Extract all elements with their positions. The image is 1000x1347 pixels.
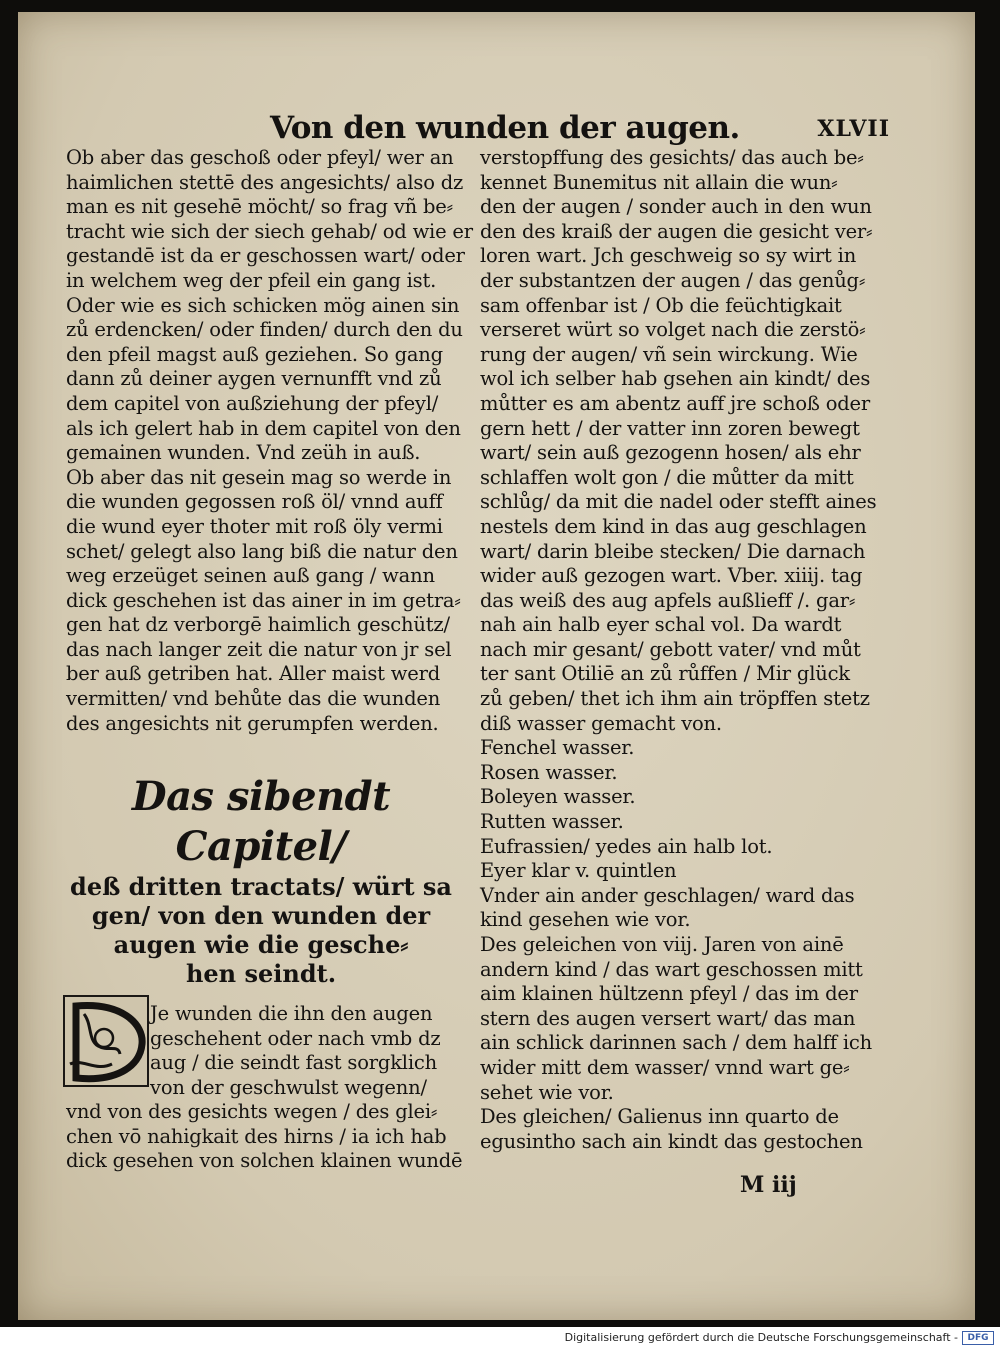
text-line: aim klainen hültzenn pfeyl / das im der xyxy=(480,982,858,1006)
text-line: man es nit gesehē möcht/ so frag vñ be⸗ xyxy=(66,195,453,219)
chapter-title: Das sibendt Capitel/ xyxy=(131,773,391,870)
running-header xyxy=(270,110,890,150)
decorated-initial-d-icon xyxy=(62,994,150,1088)
text-line: egusintho sach ain kindt das gestochen xyxy=(480,1129,863,1153)
text-line: aug / die seindt fast sorgklich xyxy=(150,1051,437,1075)
text-line: zů erdencken/ oder finden/ durch den du xyxy=(66,318,463,342)
text-line: von der geschwulst wegenn/ xyxy=(150,1075,427,1099)
signature-mark: M iij xyxy=(740,1172,797,1198)
text-line: Eufrassien/ yedes ain halb lot. xyxy=(480,834,773,858)
text-line: dick gesehen von solchen klainen wundē xyxy=(66,1149,463,1173)
text-line: Ob aber das nit gesein mag so werde in xyxy=(66,465,452,489)
text-line: rung der augen/ vñ sein wirckung. Wie xyxy=(480,342,858,366)
text-line: als ich gelert hab in dem capitel von den xyxy=(66,416,461,440)
text-line: wider auß gezogen wart. Vber. xiiij. tag xyxy=(480,564,863,588)
text-line: Ob aber das geschoß oder pfeyl/ wer an xyxy=(66,146,454,169)
text-line: tracht wie sich der siech gehab/ od wie er xyxy=(66,219,473,243)
text-line: des angesichts nit gerumpfen werden. xyxy=(66,711,439,735)
text-line: zů geben/ thet ich ihm ain tröpffen stetz xyxy=(480,687,870,711)
text-line: den des kraiß der augen die gesicht ver⸗ xyxy=(480,219,873,243)
text-line: in welchem weg der pfeil ein gang ist. xyxy=(66,268,437,292)
text-line: haimlichen stettē des angesichts/ also dz xyxy=(66,170,464,194)
text-line: den pfeil magst auß geziehen. So gang xyxy=(66,342,443,366)
text-line: dem capitel von außziehung der pfeyl/ xyxy=(66,391,439,415)
text-line: verstopffung des gesichts/ das auch be⸗ xyxy=(480,146,864,169)
text-line: diß wasser gemacht von. xyxy=(480,711,722,735)
text-line: nah ain halb eyer schal vol. Da wardt xyxy=(480,613,842,637)
text-line: Fenchel wasser. xyxy=(480,736,635,760)
text-line: sehet wie vor. xyxy=(480,1080,614,1104)
text-line: den der augen / sonder auch in den wun xyxy=(480,195,872,219)
text-line: andern kind / das wart geschossen mitt xyxy=(480,957,863,981)
dfg-logo-icon: DFG xyxy=(962,1331,994,1345)
text-line: das weiß des aug apfels außlieff /. gar⸗ xyxy=(480,588,856,612)
text-line: schet/ gelegt also lang biß die natur den xyxy=(66,539,458,563)
text-line: wider mitt dem wasser/ vnnd wart ge⸗ xyxy=(480,1055,850,1079)
text-line: nach mir gesant/ gebott vater/ vnd můt xyxy=(480,637,861,661)
chapter-body-indented xyxy=(150,1002,470,1100)
text-line: sam offenbar ist / Ob die feüchtigkait xyxy=(480,293,842,317)
footer-credit: Digitalisierung gefördert durch die Deutsche Forschungsgemeinschaft - xyxy=(564,1331,958,1344)
text-line: kind gesehen wie vor. xyxy=(480,908,691,932)
left-column-text xyxy=(66,146,473,736)
text-line: die wunden gegossen roß öl/ vnnd auff xyxy=(66,490,443,514)
chapter-subtitle xyxy=(66,872,456,988)
text-line: wart/ darin bleibe stecken/ Die darnach xyxy=(480,539,866,563)
text-line: ber auß getriben hat. Aller maist werd xyxy=(66,662,441,686)
chapter-subtitle-line: augen wie die gesche⸗ xyxy=(113,930,409,959)
text-line: Des geleichen von viij. Jaren von ainē xyxy=(480,933,844,956)
chapter-body-full xyxy=(66,1100,466,1174)
text-line: vnd von des gesichts wegen / des glei⸗ xyxy=(66,1100,438,1123)
text-line: Des gleichen/ Galienus inn quarto de xyxy=(480,1105,839,1129)
text-line: der substantzen der augen / das genůg⸗ xyxy=(480,268,866,292)
running-title: Von den wunden der augen. xyxy=(270,110,740,146)
text-line: dann zů deiner aygen vernunfft vnd zů xyxy=(66,367,442,391)
folio-number: XLVII xyxy=(817,116,890,142)
text-line: ter sant Otiliē an zů růffen / Mir glück xyxy=(480,662,850,686)
text-line: Boleyen wasser. xyxy=(480,785,636,809)
right-column-text xyxy=(480,146,880,1154)
text-line: loren wart. Jch geschweig so sy wirt in xyxy=(480,244,857,268)
text-line: die wund eyer thoter mit roß öly vermi xyxy=(66,514,443,538)
text-line: nestels dem kind in das aug geschlagen xyxy=(480,514,867,538)
text-line: gemainen wunden. Vnd zeüh in auß. xyxy=(66,441,421,465)
text-line: Eyer klar v. quintlen xyxy=(480,859,677,883)
text-line: weg erzeüget seinen auß gang / wann xyxy=(66,564,435,588)
text-line: dick geschehen ist das ainer in im getra⸗ xyxy=(66,588,461,612)
text-line: stern des augen versert wart/ das man xyxy=(480,1006,856,1030)
text-line: wol ich selber hab gsehen ain kindt/ des xyxy=(480,367,871,391)
text-line: chen vō nahigkait des hirns / ia ich hab xyxy=(66,1124,447,1148)
text-line: Rutten wasser. xyxy=(480,810,624,834)
chapter-heading xyxy=(66,772,456,988)
chapter-subtitle-line: gen/ von den wunden der xyxy=(91,901,431,930)
text-line: ain schlick darinnen sach / dem halff ich xyxy=(480,1031,872,1055)
text-line: Rosen wasser. xyxy=(480,760,618,784)
text-line: Vnder ain ander geschlagen/ ward das xyxy=(480,883,855,907)
text-line: Je wunden die ihn den augen xyxy=(150,1002,433,1025)
text-line: verseret würt so volget nach die zerstö⸗ xyxy=(480,318,866,342)
text-line: Oder wie es sich schicken mög ainen sin xyxy=(66,293,460,317)
text-line: gen hat dz verborgē haimlich geschütz/ xyxy=(66,613,450,637)
text-line: wart/ sein auß gezogenn hosen/ als ehr xyxy=(480,441,861,465)
chapter-subtitle-line: deß dritten tractats/ würt sa xyxy=(70,872,452,901)
text-line: das nach langer zeit die natur von jr sel xyxy=(66,637,452,661)
text-line: můtter es am abentz auff jre schoß oder xyxy=(480,391,871,415)
text-line: gestandē ist da er geschossen wart/ oder xyxy=(66,244,465,268)
text-line: geschehent oder nach vmb dz xyxy=(150,1026,441,1050)
text-line: gern hett / der vatter inn zoren bewegt xyxy=(480,416,860,440)
text-line: schlůg/ da mit die nadel oder stefft aines xyxy=(480,490,877,514)
text-line: schlaffen wolt gon / die můtter da mitt xyxy=(480,465,854,489)
chapter-subtitle-line: hen seindt. xyxy=(185,959,337,988)
text-line: kennet Bunemitus nit allain die wun⸗ xyxy=(480,170,838,194)
text-line: vermitten/ vnd behůte das die wunden xyxy=(66,687,441,711)
